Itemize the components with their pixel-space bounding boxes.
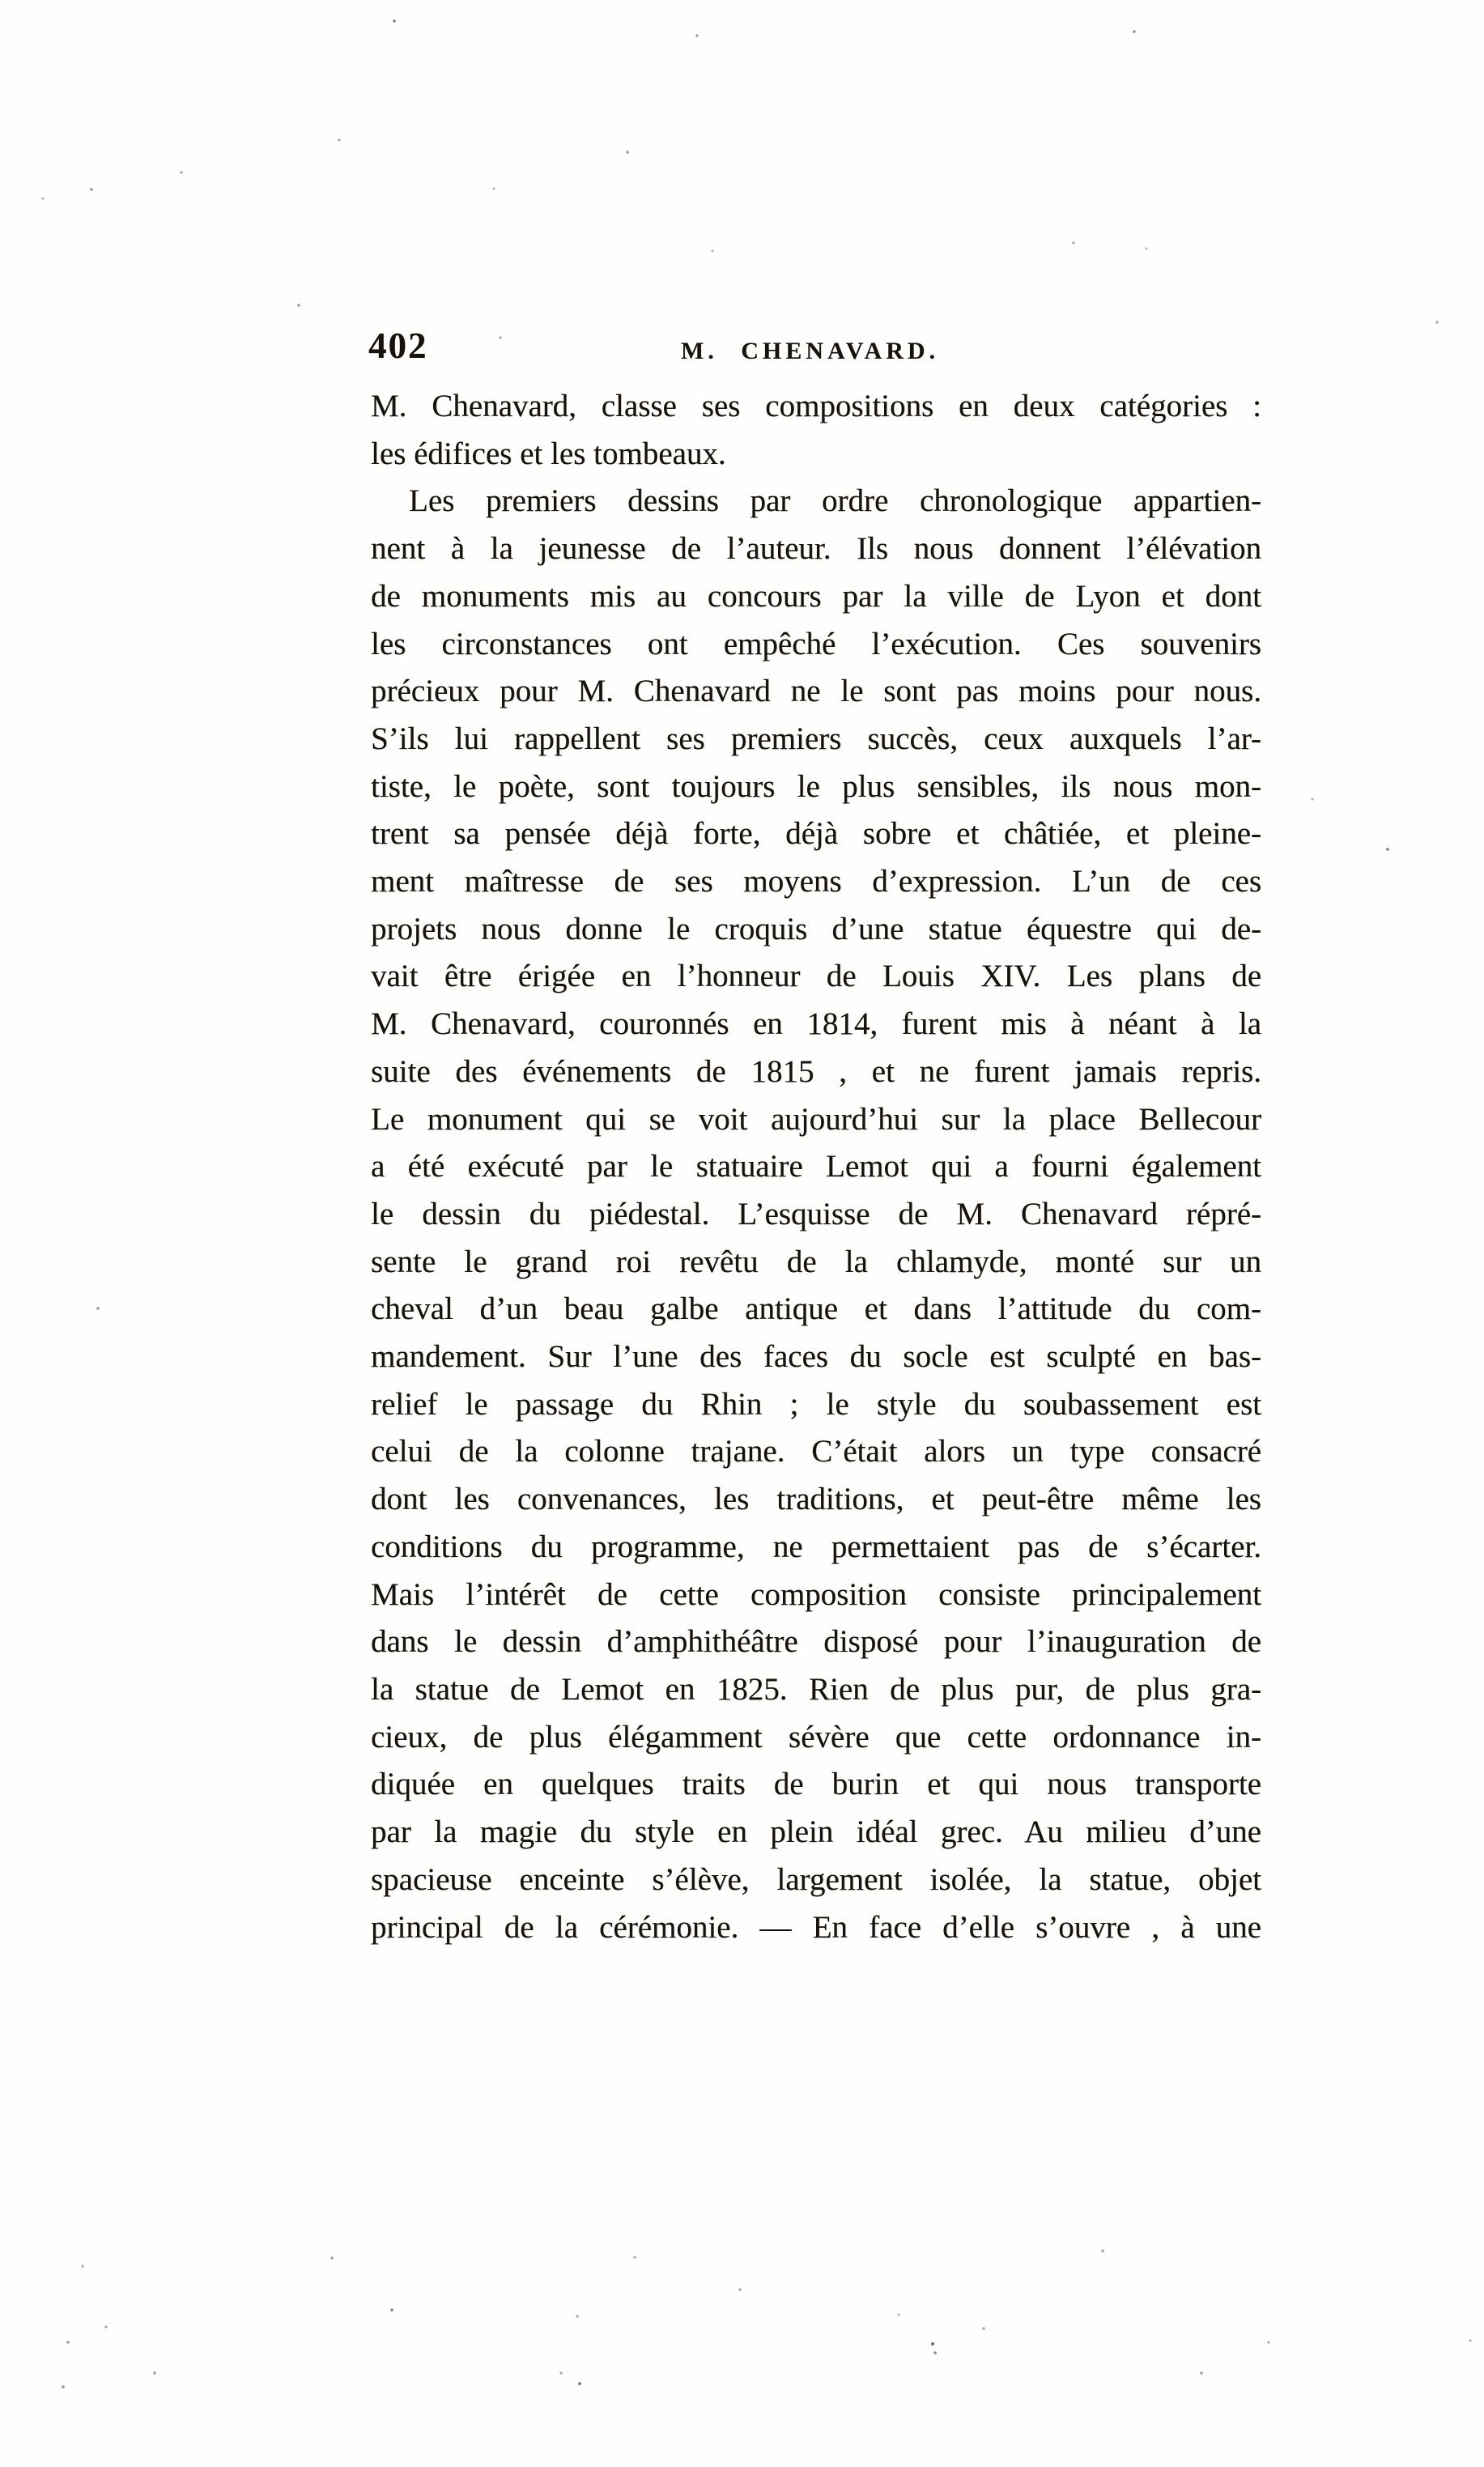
text-line: a été exécuté par le statuaire Lemot qui a fourni également (371, 1149, 1261, 1185)
text-line: le dessin du piédestal. L’esquisse de M. Chenavard répré- (371, 1196, 1261, 1231)
text-line: M. Chenavard, couronnés en 1814, furent mis à néant à la (371, 1006, 1261, 1042)
text-line: celui de la colonne trajane. C’était alors un type consacré (371, 1434, 1261, 1470)
text-line: vait être érigée en l’honneur de Louis XIV. Les plans de (371, 959, 1261, 994)
text-line: la statue de Lemot en 1825. Rien de plus pur, de plus gra- (371, 1671, 1261, 1707)
text-line: les édifices et les tombeaux. (371, 436, 726, 471)
text-line: dans le dessin d’amphithéâtre disposé pour l’inauguration de (371, 1624, 1261, 1660)
text-line: projets nous donne le croquis d’une statue équestre qui de- (371, 911, 1261, 946)
text-line: diquée en quelques traits de burin et qui nous transporte (371, 1767, 1261, 1802)
text-line: spacieuse enceinte s’élève, largement isolée, la statue, objet (371, 1861, 1261, 1897)
text-line: Les premiers dessins par ordre chronologique appartien- (409, 483, 1261, 519)
running-title: M. CHENAVARD. (680, 338, 940, 364)
text-line: nent à la jeunesse de l’auteur. Ils nous donnent l’élévation (371, 531, 1261, 567)
text-line: suite des événements de 1815 , et ne furent jamais repris. (371, 1053, 1261, 1089)
text-line: précieux pour M. Chenavard ne le sont pas moins pour nous. (371, 674, 1261, 709)
text-line: M. Chenavard, classe ses compositions en deux catégories : (371, 389, 1261, 423)
text-line: ment maîtresse de ses moyens d’expression. L’un de ces (371, 864, 1261, 900)
text-line: cieux, de plus élégamment sévère que cette ordonnance in- (371, 1719, 1261, 1755)
text-line: dont les convenances, les traditions, et peut-être même les (371, 1482, 1261, 1517)
page-number: 402 (368, 325, 428, 366)
text-line: relief le passage du Rhin ; le style du soubassement est (371, 1386, 1261, 1422)
text-line: conditions du programme, ne permettaient pas de s’écarter. (371, 1529, 1261, 1564)
text-line: Le monument qui se voit aujourd’hui sur la place Bellecour (371, 1101, 1261, 1137)
text-line: Mais l’intérêt de cette composition consiste principalement (371, 1576, 1261, 1612)
text-line: sente le grand roi revêtu de la chlamyde, monté sur un (371, 1244, 1261, 1279)
text-line: par la magie du style en plein idéal grec. Au milieu d’une (371, 1814, 1261, 1850)
text-line: cheval d’un beau galbe antique et dans l’attitude du com- (371, 1291, 1261, 1327)
text-line: tiste, le poète, sont toujours le plus sensibles, ils nous mon- (371, 768, 1261, 804)
text-line: de monuments mis au concours par la ville de Lyon et dont (371, 578, 1261, 614)
body-text (371, 383, 1261, 1951)
text-line: principal de la cérémonie. — En face d’elle s’ouvre , à une (371, 1909, 1261, 1945)
text-line: S’ils lui rappellent ses premiers succès, ceux auxquels l’ar- (371, 721, 1261, 756)
text-line: trent sa pensée déjà forte, déjà sobre et châtiée, et pleine- (371, 816, 1261, 852)
text-line: les circonstances ont empêché l’exécution. Ces souvenirs (371, 626, 1261, 661)
text-line: mandement. Sur l’une des faces du socle est sculpté en bas- (371, 1339, 1261, 1375)
scan-noise (0, 0, 2, 2)
